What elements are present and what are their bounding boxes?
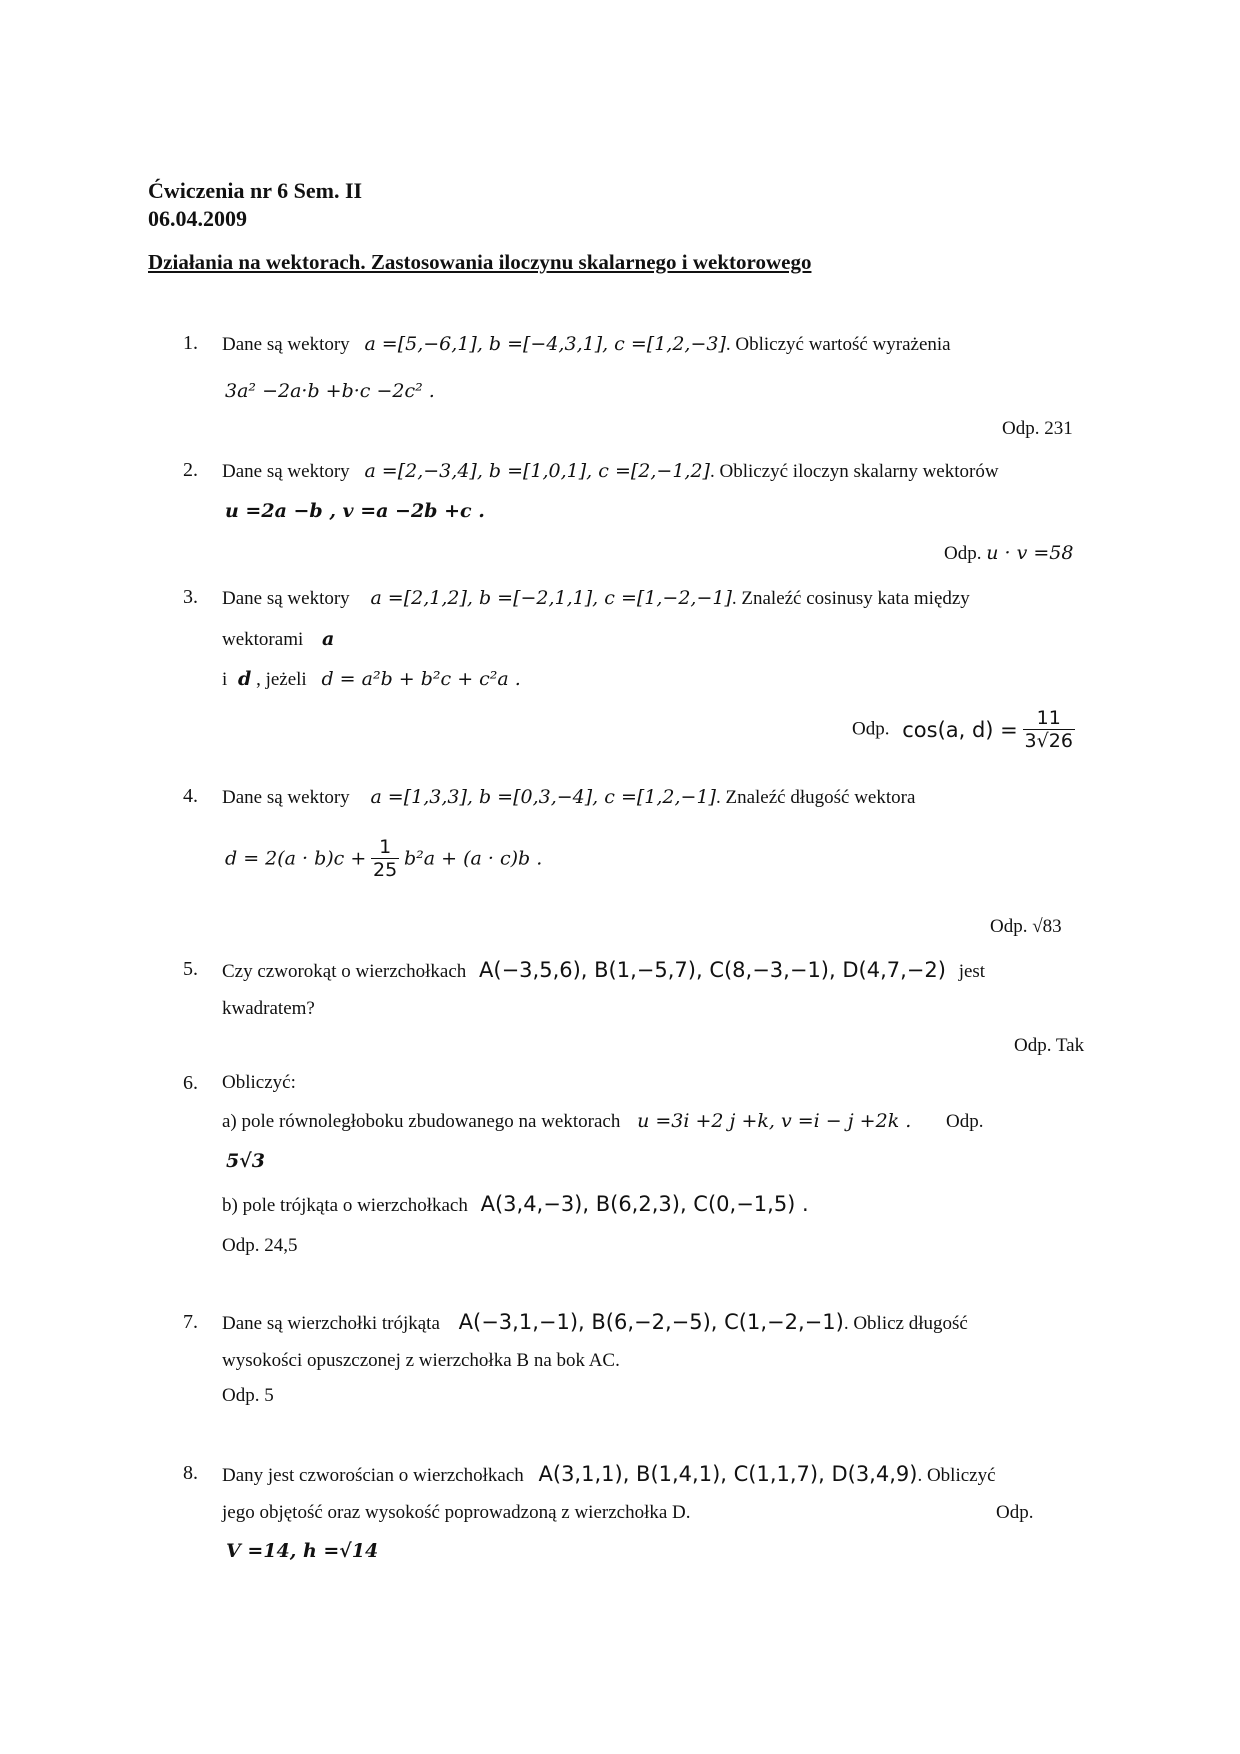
exercise-3-line-1: [222, 587, 970, 610]
vectors-definition: a =[2,1,2], b =[−2,1,1], c =[1,−2,−1]: [370, 587, 732, 609]
answer-lhs: cos(a, d) =: [902, 717, 1018, 742]
exercise-text: i: [222, 669, 228, 690]
answer: [226, 1150, 265, 1173]
exercise-text: Dany jest czworościan o wierzchołkach: [222, 1465, 524, 1486]
exercise-text: b) pole trójkąta o wierzchołkach: [222, 1195, 468, 1216]
exercise-text: Obliczyć:: [222, 1072, 296, 1093]
exercise-3-line-2: [222, 628, 334, 651]
exercise-text: Dane są wektory: [222, 588, 350, 609]
exercise-text: Dane są wektory: [222, 787, 350, 808]
vectors-definition: a =[1,3,3], b =[0,3,−4], c =[1,2,−1]: [370, 786, 716, 808]
exercise-text: . Obliczyć iloczyn skalarny wektorów: [709, 461, 999, 482]
vectors-definition: a =[5,−6,1], b =[−4,3,1], c =[1,2,−3]: [364, 333, 726, 355]
exercise-number: 5.: [183, 958, 198, 980]
answer-value: u · v =58: [986, 542, 1074, 564]
exercise-number: 1.: [183, 332, 198, 354]
exercise-text: . Obliczyć: [917, 1465, 996, 1486]
exercise-6-part-b: [222, 1192, 809, 1217]
exercise-3-line-3: [222, 668, 521, 691]
answer: Odp. 231: [1002, 418, 1073, 439]
exercise-text: wektorami: [222, 629, 304, 650]
answer: [944, 542, 1073, 565]
answer-label: Odp.: [852, 718, 890, 740]
answer: [852, 707, 1075, 752]
math-expression: u =3i +2 j +k, v =i − j +2k .: [637, 1110, 912, 1132]
exercise-text: . Obliczyć wartość wyrażenia: [725, 334, 951, 355]
exercise-text: jest: [958, 961, 986, 982]
expression: [225, 836, 542, 881]
points-definition: A(3,1,1), B(1,4,1), C(1,1,7), D(3,4,9): [538, 1462, 918, 1486]
exercise-4-line-1: [222, 786, 915, 809]
points-definition: A(−3,1,−1), B(6,−2,−5), C(1,−2,−1): [458, 1310, 844, 1334]
exercise-5-line-1: [222, 958, 985, 983]
exercise-text: . Znaleźć długość wektora: [715, 787, 916, 808]
answer: [226, 1540, 378, 1563]
exercise-8-line-1: [222, 1462, 996, 1487]
exercise-text: wysokości opuszczonej z wierzchołka B na bok AC.: [222, 1350, 620, 1371]
exercise-number: 7.: [183, 1311, 198, 1333]
math-expression: d = a²b + b²c + c²a .: [321, 668, 521, 690]
vector-d: d: [238, 668, 252, 690]
exercise-text: kwadratem?: [222, 998, 315, 1019]
answer: Odp. Tak: [1014, 1035, 1085, 1056]
exercise-7-line-1: [222, 1310, 968, 1335]
fraction-denominator: 25: [373, 859, 398, 881]
exercise-text: , jeżeli: [256, 669, 307, 690]
topic-heading: Działania na wektorach. Zastosowania iloczynu skalarnego i wektorowego: [148, 250, 812, 274]
exercise-sheet-title: Ćwiczenia nr 6 Sem. II: [148, 178, 363, 203]
answer: Odp. 24,5: [222, 1235, 298, 1256]
exercise-6-part-a: [222, 1110, 984, 1133]
vector-a: a: [322, 628, 335, 650]
answer-label: Odp.: [944, 543, 982, 564]
answer-label: Odp.: [996, 1502, 1034, 1523]
expression-fraction: [371, 836, 399, 881]
answer: Odp. 5: [222, 1385, 274, 1406]
expression: [225, 380, 435, 403]
fraction-denominator: 3√26: [1024, 730, 1073, 752]
math-expression: 3a² −2a·b +b·c −2c² .: [225, 380, 435, 402]
math-expression: u =2a −b , v =a −2b +c .: [225, 500, 485, 522]
answer-value: V =14, h =√14: [226, 1540, 379, 1562]
exercise-number: 2.: [183, 459, 198, 481]
math-expression: b²a + (a · c)b .: [403, 847, 543, 870]
exercise-1-line-1: [222, 333, 951, 356]
exercise-text: Dane są wierzchołki trójkąta: [222, 1313, 440, 1334]
exercise-text: Dane są wektory: [222, 461, 350, 482]
math-expression: d = 2(a · b)c +: [225, 847, 367, 870]
exercise-number: 4.: [183, 785, 198, 807]
fraction-numerator: 1: [371, 836, 399, 859]
exercise-number: 6.: [183, 1072, 198, 1094]
exercise-number: 8.: [183, 1462, 198, 1484]
exercise-text: a) pole równoległoboku zbudowanego na wektorach: [222, 1111, 621, 1132]
exercise-text: . Znaleźć cosinusy kata między: [731, 588, 970, 609]
exercise-text: Czy czworokąt o wierzchołkach: [222, 961, 467, 982]
exercise-number: 3.: [183, 586, 198, 608]
answer-fraction: [1023, 707, 1075, 752]
points-definition: A(3,4,−3), B(6,2,3), C(0,−1,5) .: [480, 1192, 809, 1216]
exercise-text: jego objętość oraz wysokość poprowadzoną z wierzchołka D.: [222, 1502, 691, 1523]
vectors-definition: a =[2,−3,4], b =[1,0,1], c =[2,−1,2]: [364, 460, 710, 482]
answer: Odp. √83: [990, 916, 1062, 937]
expression: [225, 500, 485, 523]
answer-label: Odp.: [946, 1111, 984, 1132]
exercise-2-line-1: [222, 460, 999, 483]
date: 06.04.2009: [148, 206, 247, 231]
exercise-text: . Oblicz długość: [843, 1313, 968, 1334]
fraction-numerator: 11: [1023, 707, 1075, 730]
answer-value: 5√3: [226, 1150, 265, 1172]
points-definition: A(−3,5,6), B(1,−5,7), C(8,−3,−1), D(4,7,−2): [479, 958, 946, 982]
exercise-text: Dane są wektory: [222, 334, 350, 355]
